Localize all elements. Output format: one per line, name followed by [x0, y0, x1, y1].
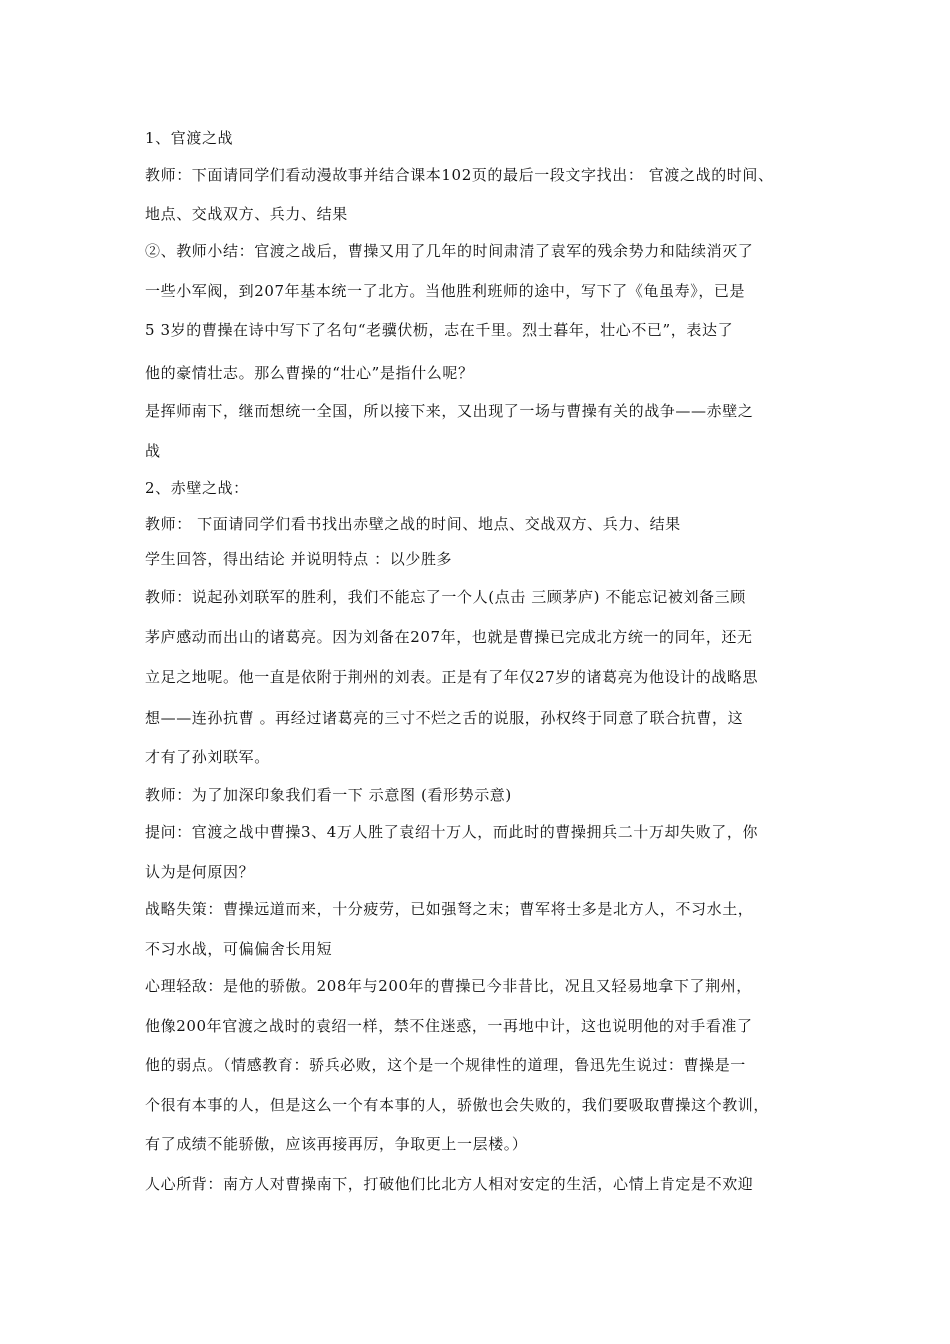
- text-line: 地点、交战双方、兵力、结果: [145, 205, 348, 223]
- text-line: 他的弱点。（情感教育：骄兵必败，这个是一个规律性的道理，鲁迅先生说过：曹操是一: [145, 1056, 746, 1074]
- section-heading-guandu: 1、官渡之战: [145, 129, 234, 147]
- text-line: ②、教师小结：官渡之战后，曹操又用了几年的时间肃清了袁军的残余势力和陆续消灭了: [145, 242, 754, 260]
- text-line: 5 3岁的曹操在诗中写下了名句“老骥伏枥，志在千里。烈士暮年，壮心不已”，表达了: [145, 321, 734, 339]
- text-line: 教师： 下面请同学们看书找出赤壁之战的时间、地点、交战双方、兵力、结果: [145, 515, 681, 533]
- text-line: 认为是何原因？: [145, 863, 255, 881]
- text-line: 他的豪情壮志。那么曹操的“壮心”是指什么呢？: [145, 364, 474, 382]
- text-line: 立足之地呢。他一直是依附于荆州的刘表。正是有了年仅27岁的诸葛亮为他设计的战略思: [145, 668, 759, 686]
- text-line: 教师：下面请同学们看动漫故事并结合课本102页的最后一段文字找出： 官渡之战的时间、: [145, 166, 774, 184]
- text-line: 教师：为了加深印象我们看一下 示意图 (看形势示意): [145, 786, 512, 804]
- text-line: 提问：官渡之战中曹操3、4万人胜了袁绍十万人，而此时的曹操拥兵二十万却失败了，你: [145, 823, 759, 841]
- text-line: 学生回答，得出结论 并说明特点 ：以少胜多: [145, 550, 453, 568]
- text-line: 人心所背：南方人对曹操南下，打破他们比北方人相对安定的生活，心情上肯定是不欢迎: [145, 1175, 754, 1193]
- text-line: 战: [145, 442, 161, 460]
- text-line: 战略失策：曹操远道而来，十分疲劳，已如强弩之末；曹军将士多是北方人，不习水土，: [145, 900, 754, 918]
- text-line: 有了成绩不能骄傲，应该再接再厉，争取更上一层楼。）: [145, 1135, 528, 1153]
- text-line: 一些小军阀，到207年基本统一了北方。当他胜利班师的途中，写下了《龟虽寿》，已是: [145, 282, 746, 300]
- text-line: 是挥师南下，继而想统一全国，所以接下来，又出现了一场与曹操有关的战争——赤壁之: [145, 402, 754, 420]
- section-heading-chibi: 2、赤壁之战：: [145, 479, 249, 497]
- text-line: 茅庐感动而出山的诸葛亮。因为刘备在207年，也就是曹操已完成北方统一的同年，还无: [145, 628, 753, 646]
- text-line: 个很有本事的人，但是这么一个有本事的人，骄傲也会失败的，我们要吸取曹操这个教训，: [145, 1096, 770, 1114]
- text-line: 心理轻敌：是他的骄傲。208年与200年的曹操已今非昔比，况且又轻易地拿下了荆州，: [145, 977, 752, 995]
- text-line: 不习水战，可偏偏舍长用短: [145, 940, 333, 958]
- text-line: 想——连孙抗曹 。再经过诸葛亮的三寸不烂之舌的说服，孙权终于同意了联合抗曹，这: [145, 709, 744, 727]
- text-line: 他像200年官渡之战时的袁绍一样，禁不住迷惑，一再地中计，这也说明他的对手看准了: [145, 1017, 753, 1035]
- text-line: 教师：说起孙刘联军的胜利，我们不能忘了一个人(点击 三顾茅庐) 不能忘记被刘备三顾: [145, 588, 746, 606]
- text-line: 才有了孙刘联军。: [145, 748, 270, 766]
